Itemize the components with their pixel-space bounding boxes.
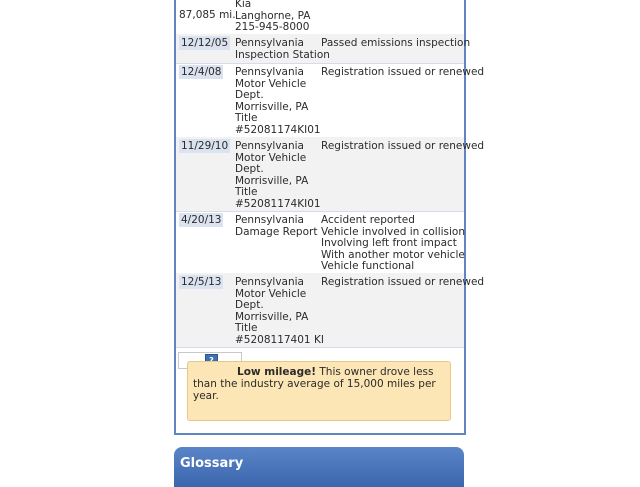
comment-cell: [321, 66, 485, 79]
comment-cell: [321, 140, 485, 153]
comment-line: Involving left front impact: [321, 237, 457, 250]
source-cell: [235, 276, 324, 347]
source-line: Pennsylvania: [235, 140, 304, 152]
source-line: 215-945-8000: [235, 21, 310, 34]
comment-line: Registration issued or renewed: [321, 276, 485, 288]
low-mileage-callout: [187, 361, 451, 421]
comment-cell: [321, 276, 485, 289]
glossary-title: Glossary: [180, 456, 244, 471]
source-line: Dept.: [235, 163, 264, 176]
source-line: Pennsylvania: [235, 37, 304, 49]
source-line: Title: [235, 186, 258, 199]
source-line: Dept.: [235, 89, 264, 102]
table-row: [176, 273, 485, 348]
source-line: Morrisville, PA: [235, 310, 309, 323]
table-row: [176, 0, 464, 35]
source-line: Motor Vehicle: [235, 77, 307, 90]
date-value: 12/4/08: [181, 66, 222, 78]
low-mileage-heading: Low mileage!: [237, 366, 317, 378]
date-cell: [179, 67, 229, 79]
date-value: 11/29/10: [181, 140, 229, 152]
source-cell: [235, 141, 319, 211]
date-value: 4/20/13: [181, 214, 222, 226]
table-row: [176, 63, 485, 138]
date-cell: [179, 141, 229, 153]
comment-line: Accident reported: [321, 214, 415, 226]
odometer-cell: [179, 10, 236, 22]
source-line: Pennsylvania: [235, 66, 304, 78]
source-line: Title: [235, 322, 258, 335]
comment-line: With another motor vehicle: [321, 248, 465, 261]
source-line: Inspection Station: [235, 48, 330, 61]
source-line: Title: [235, 112, 258, 125]
date-cell: [179, 277, 229, 289]
comment-line: Vehicle functional: [321, 260, 415, 273]
table-row: [176, 137, 485, 212]
source-line: Morrisville, PA: [235, 174, 309, 187]
comment-line: Registration issued or renewed: [321, 66, 485, 78]
comment-cell: [321, 37, 471, 50]
source-line: Dept.: [235, 299, 264, 312]
source-cell: [235, 0, 319, 34]
source-line: #52081174KI01: [235, 197, 321, 210]
date-value: 12/5/13: [181, 276, 222, 288]
date-cell: [179, 38, 229, 50]
date-cell: [179, 215, 229, 227]
low-mileage-text: [193, 366, 443, 402]
source-line: Pennsylvania: [235, 276, 304, 288]
table-row: [176, 211, 464, 274]
comment-cell: [321, 214, 466, 273]
source-line: #52081174KI01: [235, 123, 321, 136]
source-cell: [235, 215, 319, 238]
source-line: Motor Vehicle: [235, 151, 307, 164]
comment-line: Registration issued or renewed: [321, 140, 485, 152]
source-line: Kia: [235, 0, 252, 10]
source-line: Langhorne, PA: [235, 9, 311, 22]
glossary-section-header[interactable]: [174, 447, 464, 487]
source-line: #5208117401 KI: [235, 333, 324, 346]
low-mileage-description: This owner drove less than the industry average of 15,000 miles per year.: [193, 366, 436, 402]
table-row: [176, 34, 471, 64]
odometer-value: 87,085 mi.: [179, 9, 236, 21]
date-value: 12/12/05: [181, 37, 229, 49]
comment-line: Passed emissions inspection: [321, 37, 471, 49]
source-cell: [235, 37, 330, 61]
source-line: Damage Report: [235, 225, 318, 238]
source-cell: [235, 67, 319, 137]
source-line: Pennsylvania: [235, 214, 304, 226]
source-line: Motor Vehicle: [235, 287, 307, 300]
source-line: Morrisville, PA: [235, 100, 309, 113]
comment-line: Vehicle involved in collision: [321, 225, 466, 238]
